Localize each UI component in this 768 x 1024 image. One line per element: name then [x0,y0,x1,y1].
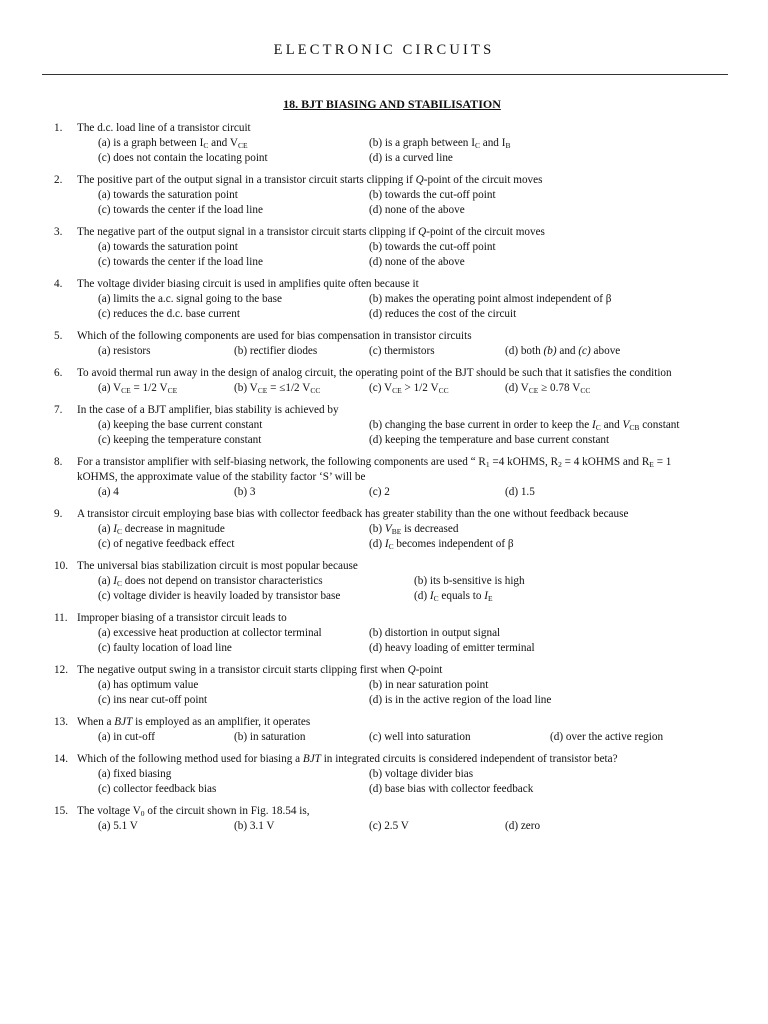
question-12 [0,663,768,708]
question-stem: The universal bias stabilization circuit is most popular because [77,560,358,572]
question-stem: The voltage divider biasing circuit is used in amplifies quite often because it [77,278,419,290]
option-d: (d) base bias with collector feedback [369,783,534,795]
option-d: (d) zero [505,820,541,832]
question-7 [0,403,768,448]
question-3 [0,225,768,270]
option-d: (d) is a curved line [369,152,453,164]
question-number: 4. [54,278,63,290]
option-d: (d) $I_C$ equals to $I_E$ [414,590,493,603]
section-title: 18. BJT BIASING AND STABILISATION [283,97,501,111]
option-a: (a) limits the a.c. signal going to the base [98,293,282,305]
question-stem: To avoid thermal run away in the design of analog circuit, the operating point of the BJT should be such that it satisfies the condition [77,367,672,379]
question-stem: The negative part of the output signal in a transistor circuit starts clipping if Q-point of the circuit moves [77,226,545,238]
question-8 [0,455,768,500]
question-stem: When a BJT is employed as an amplifier, it operates [77,716,311,728]
question-number: 7. [54,404,63,416]
question-number: 13. [54,716,68,728]
question-stem: Which of the following method used for biasing a BJT in integrated circuits is considered independent of transistor beta? [77,753,618,765]
option-c: (c) well into saturation [369,731,471,743]
option-c: (c) thermistors [369,345,435,357]
question-stem: The d.c. load line of a transistor circuit [77,122,251,134]
option-b: (b) rectifier diodes [234,345,318,357]
question-number: 14. [54,753,68,765]
question-stem: The voltage $V_0$ of the circuit shown in Fig. 18.54 is, [77,805,310,818]
option-c: (c) ins near cut-off point [98,694,208,706]
option-c: (c) $V_{CE} > 1/2$ $V_{CC}$ [369,382,449,395]
question-number: 3. [54,226,63,238]
option-a: (a) towards the saturation point [98,189,238,201]
option-c: (c) keeping the temperature constant [98,434,262,446]
option-b: (b) 3.1 V [234,820,275,832]
option-c: (c) voltage divider is heavily loaded by transistor base [98,590,341,602]
option-b: (b) in near saturation point [369,679,489,691]
option-b: (b) towards the cut-off point [369,189,496,201]
question-number: 11. [54,612,68,624]
question-14 [0,752,768,797]
option-d: (d) keeping the temperature and base current constant [369,434,610,446]
option-b: (b) distortion in output signal [369,627,501,639]
question-stem: For a transistor amplifier with self-biasing network, the following components are used “ $R_1 =4$ kOHMS, $R_2 = 4$ kOHMS and $R_E = 1$ kOHMS, the approximate value of the stability factor ‘S’ will be [77,456,672,483]
question-6 [0,366,768,396]
question-13 [0,715,768,745]
option-d: (d) none of the above [369,204,465,216]
option-d: (d) $I_C$ becomes independent of β [369,538,514,551]
option-a: (a) keeping the base current constant [98,419,263,431]
header-rule [42,74,728,75]
option-c: (c) towards the center if the load line [98,256,263,268]
question-number: 8. [54,456,63,468]
question-11 [0,611,768,656]
option-c: (c) towards the center if the load line [98,204,263,216]
option-b: (b) voltage divider bias [369,768,474,780]
option-d: (d) reduces the cost of the circuit [369,308,517,320]
option-a: (a) in cut-off [98,731,155,743]
option-d: (d) is in the active region of the load line [369,694,552,706]
option-a: (a) has optimum value [98,679,199,691]
question-list [0,121,768,834]
option-b: (b) 3 [234,486,256,498]
option-b: (b) in saturation [234,731,306,743]
option-c: (c) faulty location of load line [98,642,232,654]
option-d: (d) over the active region [550,731,664,743]
question-2 [0,173,768,218]
option-a: (a) fixed biasing [98,768,172,780]
option-a: (a) excessive heat production at collector terminal [98,627,322,639]
option-c: (c) collector feedback bias [98,783,217,795]
option-a: (a) towards the saturation point [98,241,238,253]
option-a: (a) is a graph between $I_C$ and $V_{CE}$ [98,137,248,150]
question-number: 6. [54,367,63,379]
option-b: (b) towards the cut-off point [369,241,496,253]
option-a: (a) 5.1 V [98,820,138,832]
question-15 [0,804,768,834]
question-10 [0,559,768,604]
question-4 [0,277,768,322]
document-header: ELECTRONIC CIRCUITS [273,42,495,58]
option-d: (d) both (b) and (c) above [505,345,621,357]
option-d: (d) $V_{CE} \ge 0.78$ $V_{CC}$ [505,382,591,395]
option-c: (c) 2.5 V [369,820,409,832]
option-d: (d) none of the above [369,256,465,268]
question-5 [0,329,768,359]
option-b: (b) makes the operating point almost independent of β [369,293,612,305]
question-number: 2. [54,174,63,186]
question-stem: In the case of a BJT amplifier, bias stability is achieved by [77,404,339,416]
question-number: 5. [54,330,63,342]
option-d: (d) heavy loading of emitter terminal [369,642,535,654]
question-number: 12. [54,664,68,676]
question-number: 10. [54,560,68,572]
option-c: (c) of negative feedback effect [98,538,235,550]
question-stem: The negative output swing in a transistor circuit starts clipping first when Q-point [77,664,443,676]
option-a: (a) $V_{CE} = 1/2$ $V_{CE}$ [98,382,178,395]
question-number: 1. [54,122,63,134]
option-a: (a) $I_C$ does not depend on transistor characteristics [98,575,323,588]
question-number: 9. [54,508,63,520]
option-b: (b) changing the base current in order to keep the $I_C$ and $V_{CB}$ constant [369,419,680,432]
option-a: (a) resistors [98,345,151,357]
question-1 [0,121,768,166]
option-a: (a) 4 [98,486,119,498]
question-stem: Which of the following components are used for bias compensation in transistor circuits [77,330,472,342]
option-b: (b) $V_{BE}$ is decreased [369,523,459,536]
option-c: (c) 2 [369,486,390,498]
option-b: (b) its b-sensitive is high [414,575,525,587]
question-stem: The positive part of the output signal in a transistor circuit starts clipping if Q-point of the circuit moves [77,174,543,186]
question-stem: Improper biasing of a transistor circuit leads to [77,612,287,624]
option-b: (b) $V_{CE} = \le 1/2$ $V_{CC}$ [234,382,321,395]
option-b: (b) is a graph between $I_C$ and $I_B$ [369,137,511,150]
question-9 [0,507,768,552]
option-a: (a) $I_C$ decrease in magnitude [98,523,225,536]
option-c: (c) does not contain the locating point [98,152,268,164]
question-number: 15. [54,805,68,817]
option-c: (c) reduces the d.c. base current [98,308,240,320]
question-stem: A transistor circuit employing base bias with collector feedback has greater stability than the one without feedback because [77,508,629,520]
option-d: (d) 1.5 [505,486,535,498]
